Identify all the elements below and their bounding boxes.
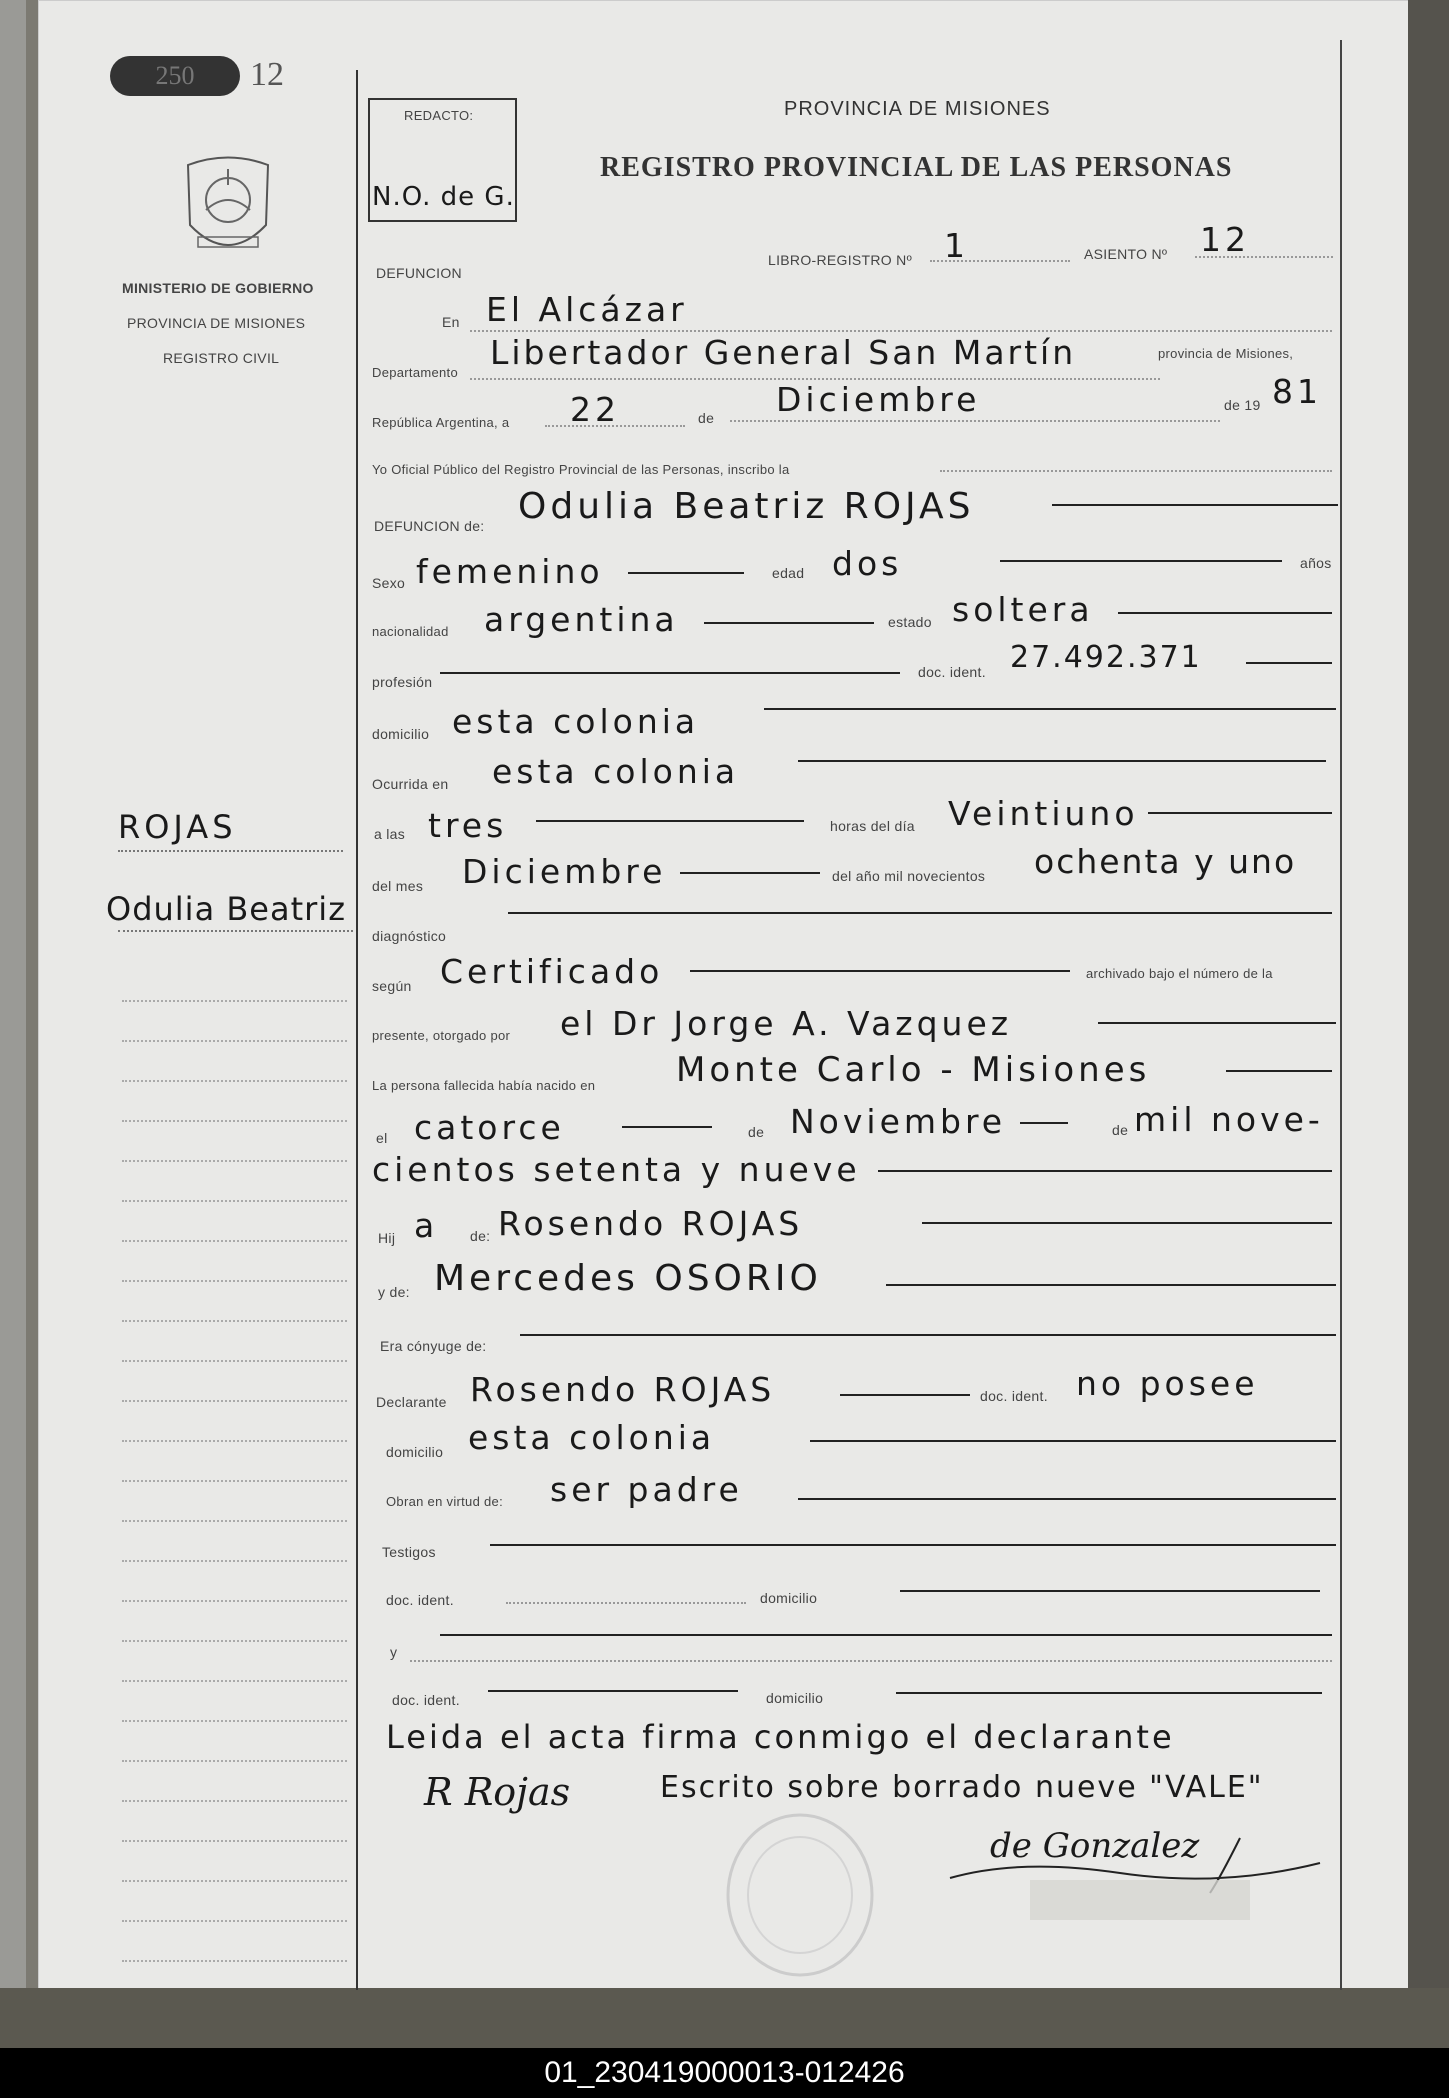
asiento-label: ASIENTO Nº (1084, 246, 1168, 262)
province-title: PROVINCIA DE MISIONES (784, 98, 1051, 120)
margin-given-name: Odulia Beatriz (106, 890, 346, 928)
registry-title: REGISTRO PROVINCIAL DE LAS PERSONAS (600, 152, 1233, 183)
official-seal-icon (720, 1810, 880, 1980)
year-label: de 19 (1224, 397, 1261, 413)
ministry-line2: PROVINCIA DE MISIONES (127, 315, 306, 331)
nac-dia-value: catorce (414, 1108, 565, 1147)
defuncion-label: DEFUNCION de: (374, 518, 485, 534)
sexo-label: Sexo (372, 575, 406, 591)
horas-label: horas del día (830, 818, 915, 834)
dom2-value: esta colonia (468, 1418, 716, 1457)
dia-value: Veintiuno (948, 794, 1139, 833)
segun-value: Certificado (440, 952, 664, 991)
dept-value: Libertador General San Martín (490, 333, 1077, 372)
de2: de (748, 1124, 765, 1140)
estado-label: estado (888, 614, 932, 630)
hij-de-label: de: (470, 1228, 491, 1244)
margin-underline-1 (118, 850, 343, 852)
en-label: En (442, 314, 460, 330)
deceased-name: Odulia Beatriz ROJAS (518, 486, 975, 527)
redacto-label: REDACTO: (404, 108, 474, 123)
declarante-value: Rosendo ROJAS (470, 1370, 776, 1409)
nac-mes-value: Noviembre (790, 1102, 1007, 1141)
sexo-value: femenino (416, 552, 604, 591)
month-value: Diciembre (776, 380, 981, 419)
declarante-label: Declarante (376, 1394, 447, 1410)
alas-label: a las (374, 826, 406, 842)
prof-label: profesión (372, 674, 433, 690)
dom2-label: domicilio (386, 1444, 444, 1460)
delmes-label: del mes (372, 878, 424, 894)
doc2-label: doc. ident. (980, 1388, 1048, 1404)
right-border (1340, 40, 1342, 1990)
ministry-line3: REGISTRO CIVIL (163, 350, 280, 366)
officer-stamp (1030, 1880, 1250, 1920)
redacto-value: N.O. de G. (372, 182, 515, 212)
ministry-line1: MINISTERIO DE GOBIERNO (122, 280, 314, 296)
anios-label: años (1300, 555, 1332, 571)
signature-declarant: R Rojas (424, 1770, 571, 1814)
mes-value: Diciembre (462, 852, 667, 891)
margin-divider (356, 70, 358, 1990)
rep-label: República Argentina, a (372, 415, 510, 430)
conyuge-label: Era cónyuge de: (380, 1338, 487, 1354)
de3: de (1112, 1122, 1129, 1138)
doc2-value: no posee (1076, 1364, 1259, 1403)
t-dom2-label: domicilio (766, 1690, 824, 1706)
prov-suffix: provincia de Misiones, (1158, 346, 1294, 361)
t-doc2-label: doc. ident. (392, 1692, 460, 1708)
otorgado-value: el Dr Jorge A. Vazquez (560, 1004, 1013, 1043)
hij-suffix: a (414, 1206, 439, 1245)
margin-surname: ROJAS (118, 808, 237, 846)
doc-value: 27.492.371 (1010, 640, 1202, 675)
signature-officer: de Gonzalez (990, 1826, 1200, 1866)
nacido-value: Monte Carlo - Misiones (676, 1050, 1151, 1090)
day-value: 22 (570, 390, 620, 429)
estado-value: soltera (952, 590, 1094, 629)
ocurrida-value: esta colonia (492, 752, 740, 791)
closing-line-1: Leida el acta firma conmigo el declarante (386, 1718, 1175, 1756)
anio-value: ochenta y uno (1034, 842, 1297, 881)
edad-value: dos (832, 544, 903, 583)
hora-value: tres (428, 806, 508, 845)
image-caption: 01_230419000013-012426 (0, 2048, 1449, 2098)
book-edge (1408, 0, 1449, 2040)
dom-value: esta colonia (452, 702, 700, 741)
nac-anio1-value: mil nove- (1134, 1100, 1324, 1139)
asiento-value: 12 (1200, 220, 1250, 259)
dept-label: Departamento (372, 365, 458, 380)
dom-label: domicilio (372, 726, 430, 742)
nacido-label: La persona fallecida había nacido en (372, 1078, 596, 1093)
hij-label: Hij (378, 1230, 396, 1246)
testigos-label: Testigos (382, 1544, 436, 1560)
ocurrida-label: Ocurrida en (372, 776, 449, 792)
coat-of-arms-icon (178, 155, 278, 265)
folio-stamp: 250 (110, 56, 240, 96)
en-value: El Alcázar (486, 290, 688, 329)
libro-label: LIBRO-REGISTRO Nº (768, 252, 913, 268)
segun-label: según (372, 978, 412, 994)
padre-value: Rosendo ROJAS (498, 1204, 804, 1243)
t-doc1-label: doc. ident. (386, 1592, 454, 1608)
t-dom1-label: domicilio (760, 1590, 818, 1606)
archivado-label: archivado bajo el número de la (1086, 966, 1273, 981)
anio-label: del año mil novecientos (832, 868, 986, 884)
obran-value: ser padre (550, 1470, 743, 1509)
margin-underline-2 (118, 930, 353, 932)
yde-label: y de: (378, 1284, 410, 1300)
doc-label: doc. ident. (918, 664, 986, 680)
el-label: el (376, 1130, 388, 1146)
libro-value: 1 (944, 226, 969, 265)
yo-label: Yo Oficial Público del Registro Provincial de las Personas, inscribo la (372, 462, 790, 477)
de1: de (698, 410, 715, 426)
folio-number: 12 (250, 56, 284, 93)
closing-line-2: Escrito sobre borrado nueve "VALE" (660, 1770, 1264, 1805)
edad-label: edad (772, 565, 805, 581)
diag-label: diagnóstico (372, 928, 447, 944)
y-label: y (390, 1644, 398, 1660)
madre-value: Mercedes OSORIO (434, 1258, 822, 1299)
nac-label: nacionalidad (372, 624, 449, 639)
obran-label: Obran en virtud de: (386, 1494, 503, 1509)
year-value: 81 (1272, 372, 1322, 411)
nac-anio2-value: cientos setenta y nueve (372, 1150, 861, 1189)
book-bottom-edge (0, 1988, 1449, 2048)
record-type: DEFUNCION (376, 265, 462, 281)
nac-value: argentina (484, 600, 679, 639)
presente-label: presente, otorgado por (372, 1028, 511, 1043)
